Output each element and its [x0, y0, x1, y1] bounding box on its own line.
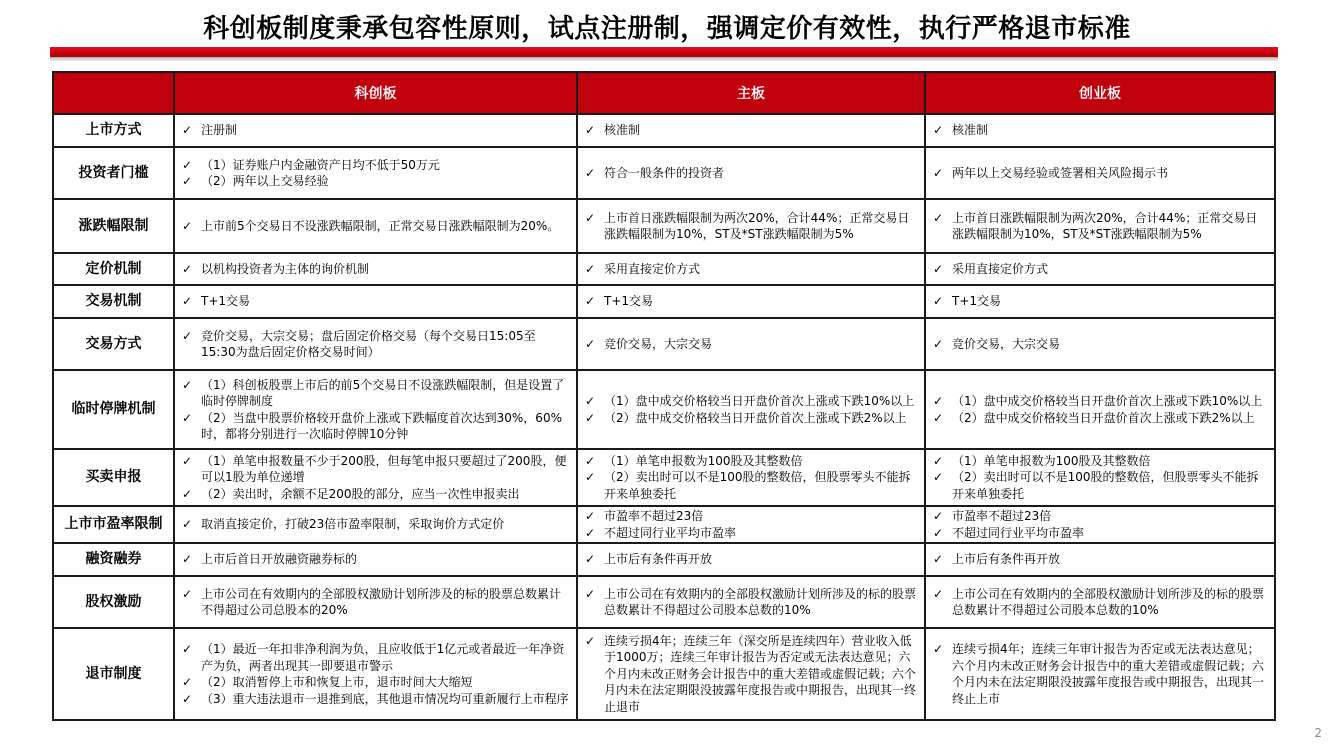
cell-star-market: [174, 449, 577, 506]
bullet-item: [182, 157, 570, 174]
bullet-item: [933, 551, 1268, 568]
bullet-text: 核准制: [952, 123, 989, 138]
check-mark-icon: ✓: [182, 486, 193, 501]
cell-main-board: [577, 370, 925, 449]
bullet-text: （1）单笔申报数量不少于200股，但每笔申报只要超过了200股，便可以1股为单位递增: [201, 453, 567, 485]
bullet-text: （2）当盘中股票价格较开盘价上涨或下跌幅度首次达到30%，60%时，都将分别进行一次临时停牌10分钟: [201, 410, 562, 441]
check-mark-icon: ✓: [933, 294, 944, 309]
bullet-text: （2）卖出时可以不是100股的整数倍，但股票零头不能拆开来单独委托: [952, 470, 1259, 501]
table-row: [53, 628, 1275, 720]
check-mark-icon: ✓: [933, 642, 944, 656]
check-mark-icon: ✓: [933, 210, 944, 225]
cell-main-board: [577, 318, 925, 370]
bullet-item: [182, 410, 570, 443]
bullet-text: （3）重大违法退市一退推到底，其他退市情况均可重新履行上市程序: [201, 691, 569, 706]
check-mark-icon: ✓: [933, 586, 944, 601]
check-mark-icon: ✓: [182, 675, 193, 689]
cell-star-market: [174, 318, 577, 370]
bullet-item: [585, 469, 918, 502]
header-main-board: 主板: [577, 72, 925, 114]
bullet-text: 上市前5个交易日不设涨跌幅限制，正常交易日涨跌幅限制为20%。: [201, 218, 560, 233]
check-mark-icon: ✓: [182, 377, 193, 392]
cell-chinext: [925, 576, 1275, 628]
bullet-item: [933, 525, 1268, 542]
bullet-item: [585, 551, 918, 568]
cell-star-market: [174, 370, 577, 449]
bullet-item: [182, 377, 570, 410]
check-mark-icon: ✓: [585, 552, 596, 567]
bullet-item: [585, 293, 918, 310]
bullet-item: [182, 453, 570, 486]
bullet-item: [933, 453, 1268, 470]
check-mark-icon: ✓: [182, 218, 193, 233]
check-mark-icon: ✓: [182, 410, 193, 425]
check-mark-icon: ✓: [182, 691, 193, 706]
check-mark-icon: ✓: [585, 525, 596, 540]
row-label: 股权激励: [53, 576, 174, 628]
check-mark-icon: ✓: [182, 174, 193, 188]
bullet-text: （2）盘中成交价格较当日开盘价首次上涨或下跌2%以上: [952, 410, 1255, 425]
row-label: 融资融券: [53, 543, 174, 576]
table-row: [53, 318, 1275, 370]
row-label: 涨跌幅限制: [53, 199, 174, 253]
bullet-item: [585, 336, 918, 353]
bullet-item: [182, 261, 570, 278]
header-chinext: 创业板: [925, 72, 1275, 114]
cell-star-market: [174, 543, 577, 576]
bullet-item: [933, 586, 1268, 619]
bullet-text: 连续亏损4年；连续三年（深交所是连续四年）营业收入低于1000万；连续三年审计报告为否定或无法表达意见；六个月内未改正财务会计报告中的重大差错或虚假记载；六个月内未在法定期限没披露年度报告或中期报告，出现其一终止退市: [604, 633, 917, 714]
check-mark-icon: ✓: [585, 394, 596, 408]
bullet-text: 采用直接定价方式: [952, 261, 1049, 276]
check-mark-icon: ✓: [182, 294, 193, 309]
bullet-text: T+1交易: [604, 294, 654, 309]
cell-chinext: [925, 543, 1275, 576]
check-mark-icon: ✓: [933, 525, 944, 540]
check-mark-icon: ✓: [933, 165, 944, 180]
check-mark-icon: ✓: [585, 336, 596, 351]
cell-chinext: [925, 449, 1275, 506]
check-mark-icon: ✓: [933, 336, 944, 351]
check-mark-icon: ✓: [585, 586, 596, 601]
bullet-text: 不超过同行业平均市盈率: [604, 525, 737, 540]
check-mark-icon: ✓: [182, 642, 193, 656]
cell-star-market: [174, 628, 577, 720]
row-label: 上市市盈率限制: [53, 506, 174, 543]
cell-chinext: [925, 285, 1275, 318]
bullet-text: 采用直接定价方式: [604, 261, 701, 276]
bullet-text: 上市公司在有效期内的全部股权激励计划所涉及的标的股票总数累计不得超过公司股本总数的10%: [952, 586, 1265, 617]
bullet-text: （2）两年以上交易经验: [201, 174, 329, 188]
bullet-item: [585, 508, 918, 525]
bullet-item: [585, 122, 918, 139]
bullet-text: 取消直接定价，打破23倍市盈率限制，采取询价方式定价: [201, 517, 505, 532]
bullet-item: [585, 261, 918, 278]
bullet-text: 上市后首日开放融资融券标的: [201, 552, 358, 567]
check-mark-icon: ✓: [933, 453, 944, 468]
table-row: [53, 370, 1275, 449]
check-mark-icon: ✓: [933, 261, 944, 276]
bullet-text: 市盈率不超过23倍: [604, 509, 704, 523]
title-underline-bar: [50, 47, 1278, 57]
bullet-text: 注册制: [201, 123, 238, 138]
check-mark-icon: ✓: [182, 453, 193, 468]
bullet-item: [182, 641, 570, 674]
check-mark-icon: ✓: [182, 328, 193, 343]
page-title: 科创板制度秉承包容性原则，试点注册制，强调定价有效性，执行严格退市标准: [203, 14, 1131, 44]
row-label: 临时停牌机制: [53, 370, 174, 449]
check-mark-icon: ✓: [585, 294, 596, 309]
table-row: [53, 199, 1275, 253]
bullet-item: [933, 165, 1268, 182]
bullet-text: 核准制: [604, 123, 641, 138]
bullet-text: 上市公司在有效期内的全部股权激励计划所涉及的标的股票总数累计不得超过公司总股本的20%: [201, 586, 562, 617]
bullet-item: [585, 410, 918, 427]
table-row: [53, 576, 1275, 628]
check-mark-icon: ✓: [585, 633, 596, 648]
bullet-item: [933, 393, 1268, 410]
bullet-text: 市盈率不超过23倍: [952, 509, 1052, 523]
check-mark-icon: ✓: [933, 509, 944, 523]
bullet-item: [933, 210, 1268, 243]
bullet-text: （2）盘中成交价格较当日开盘价首次上涨或下跌2%以上: [604, 410, 907, 425]
check-mark-icon: ✓: [182, 261, 193, 276]
bullet-text: （1）证券账户内金融资产日均不低于50万元: [201, 157, 440, 172]
cell-chinext: [925, 147, 1275, 199]
cell-main-board: [577, 285, 925, 318]
cell-star-market: [174, 147, 577, 199]
header-blank: [53, 72, 174, 114]
cell-chinext: [925, 318, 1275, 370]
bullet-text: 竞价交易，大宗交易；盘后固定价格交易（每个交易日15:05至15:30为盘后固定价格交易时间）: [201, 328, 536, 359]
table-row: [53, 147, 1275, 199]
cell-star-market: [174, 285, 577, 318]
bullet-text: 上市后有条件再开放: [604, 552, 713, 567]
title-underline-shadow: [50, 57, 1278, 61]
bullet-item: [933, 508, 1268, 525]
row-label: 交易方式: [53, 318, 174, 370]
bullet-item: [585, 453, 918, 470]
bullet-text: 符合一般条件的投资者: [604, 165, 725, 180]
bullet-text: （1）单笔申报数为100股及其整数倍: [952, 453, 1151, 468]
check-mark-icon: ✓: [182, 517, 193, 532]
cell-main-board: [577, 506, 925, 543]
bullet-item: [182, 691, 570, 708]
check-mark-icon: ✓: [585, 261, 596, 276]
check-mark-icon: ✓: [585, 123, 596, 138]
row-label: 买卖申报: [53, 449, 174, 506]
bullet-item: [182, 328, 570, 361]
check-mark-icon: ✓: [182, 586, 193, 601]
check-mark-icon: ✓: [585, 453, 596, 468]
check-mark-icon: ✓: [933, 394, 944, 408]
bullet-text: （1）盘中成交价格较当日开盘价首次上涨或下跌10%以上: [952, 394, 1263, 408]
check-mark-icon: ✓: [585, 509, 596, 523]
bullet-text: 上市首日涨跌幅限制为两次20%，合计44%；正常交易日涨跌幅限制为10%，ST及*ST涨跌幅限制为5%: [952, 210, 1258, 241]
check-mark-icon: ✓: [182, 552, 193, 567]
bullet-text: T+1交易: [201, 294, 251, 309]
check-mark-icon: ✓: [933, 470, 944, 485]
cell-main-board: [577, 543, 925, 576]
table-row: [53, 506, 1275, 543]
header-star-market: 科创板: [174, 72, 577, 114]
check-mark-icon: ✓: [585, 165, 596, 180]
row-label: 交易机制: [53, 285, 174, 318]
bullet-item: [933, 293, 1268, 310]
bullet-item: [585, 210, 918, 243]
bullet-text: 上市后有条件再开放: [952, 552, 1061, 567]
cell-main-board: [577, 576, 925, 628]
bullet-item: [182, 486, 570, 503]
cell-star-market: [174, 199, 577, 253]
table-row: [53, 114, 1275, 147]
bullet-text: （1）科创板股票上市后的前5个交易日不设涨跌幅限制，但是设置了临时停牌制度: [201, 377, 565, 408]
table-row: [53, 449, 1275, 506]
bullet-item: [933, 641, 1268, 707]
row-label: 上市方式: [53, 114, 174, 147]
cell-main-board: [577, 199, 925, 253]
table-header-row: [53, 72, 1275, 114]
check-mark-icon: ✓: [182, 123, 193, 138]
row-label: 退市制度: [53, 628, 174, 720]
check-mark-icon: ✓: [585, 410, 596, 425]
cell-star-market: [174, 506, 577, 543]
cell-chinext: [925, 199, 1275, 253]
check-mark-icon: ✓: [182, 157, 193, 172]
page-number: 2: [1314, 726, 1322, 740]
bullet-item: [585, 525, 918, 542]
table-row: [53, 285, 1275, 318]
bullet-item: [585, 633, 918, 716]
bullet-item: [585, 393, 918, 410]
cell-chinext: [925, 253, 1275, 285]
cell-star-market: [174, 576, 577, 628]
bullet-item: [182, 516, 570, 533]
cell-main-board: [577, 449, 925, 506]
cell-star-market: [174, 253, 577, 285]
bullet-text: （1）盘中成交价格较当日开盘价首次上涨或下跌10%以上: [604, 394, 915, 408]
cell-main-board: [577, 114, 925, 147]
bullet-item: [585, 586, 918, 619]
bullet-item: [182, 122, 570, 139]
bullet-text: 两年以上交易经验或签署相关风险揭示书: [952, 165, 1169, 180]
bullet-item: [182, 551, 570, 568]
bullet-item: [933, 122, 1268, 139]
cell-chinext: [925, 370, 1275, 449]
row-label: 定价机制: [53, 253, 174, 285]
bullet-item: [933, 410, 1268, 427]
row-label: 投资者门槛: [53, 147, 174, 199]
bullet-text: （2）卖出时，余额不足200股的部分，应当一次性申报卖出: [201, 486, 520, 501]
bullet-text: 上市公司在有效期内的全部股权激励计划所涉及的标的股票总数累计不得超过公司股本总数的10%: [604, 586, 917, 617]
cell-main-board: [577, 628, 925, 720]
bullet-item: [182, 586, 570, 619]
bullet-text: （2）卖出时可以不是100股的整数倍，但股票零头不能拆开来单独委托: [604, 470, 911, 501]
cell-chinext: [925, 628, 1275, 720]
table-row: [53, 543, 1275, 576]
bullet-text: （1）最近一年扣非净利润为负，且应收低于1亿元或者最近一年净资产为负，两者出现其一即要退市警示: [201, 642, 565, 673]
bullet-item: [182, 293, 570, 310]
bullet-item: [182, 173, 570, 190]
bullet-text: 上市首日涨跌幅限制为两次20%，合计44%；正常交易日涨跌幅限制为10%，ST及*ST涨跌幅限制为5%: [604, 210, 910, 241]
bullet-text: 连续亏损4年；连续三年审计报告为否定或无法表达意见；六个月内未改正财务会计报告中的重大差错或虚假记载；六个月内未在法定期限没披露年度报告或中期报告，出现其一终止上市: [952, 642, 1265, 706]
bullet-text: （1）单笔申报数为100股及其整数倍: [604, 453, 803, 468]
check-mark-icon: ✓: [585, 210, 596, 225]
cell-star-market: [174, 114, 577, 147]
check-mark-icon: ✓: [933, 410, 944, 425]
bullet-item: [182, 218, 570, 235]
cell-main-board: [577, 253, 925, 285]
check-mark-icon: ✓: [933, 123, 944, 138]
cell-main-board: [577, 147, 925, 199]
bullet-item: [585, 165, 918, 182]
bullet-text: 竞价交易，大宗交易: [952, 336, 1061, 351]
bullet-item: [182, 674, 570, 691]
bullet-item: [933, 336, 1268, 353]
check-mark-icon: ✓: [585, 470, 596, 485]
bullet-text: 不超过同行业平均市盈率: [952, 525, 1085, 540]
bullet-item: [933, 261, 1268, 278]
bullet-text: （2）取消暂停上市和恢复上市，退市时间大大缩短: [201, 675, 473, 689]
cell-chinext: [925, 114, 1275, 147]
cell-chinext: [925, 506, 1275, 543]
table-row: [53, 253, 1275, 285]
check-mark-icon: ✓: [933, 552, 944, 567]
bullet-text: 以机构投资者为主体的询价机制: [201, 261, 370, 276]
bullet-text: 竞价交易，大宗交易: [604, 336, 713, 351]
bullet-item: [933, 469, 1268, 502]
bullet-text: T+1交易: [952, 294, 1002, 309]
comparison-table: [52, 71, 1276, 721]
